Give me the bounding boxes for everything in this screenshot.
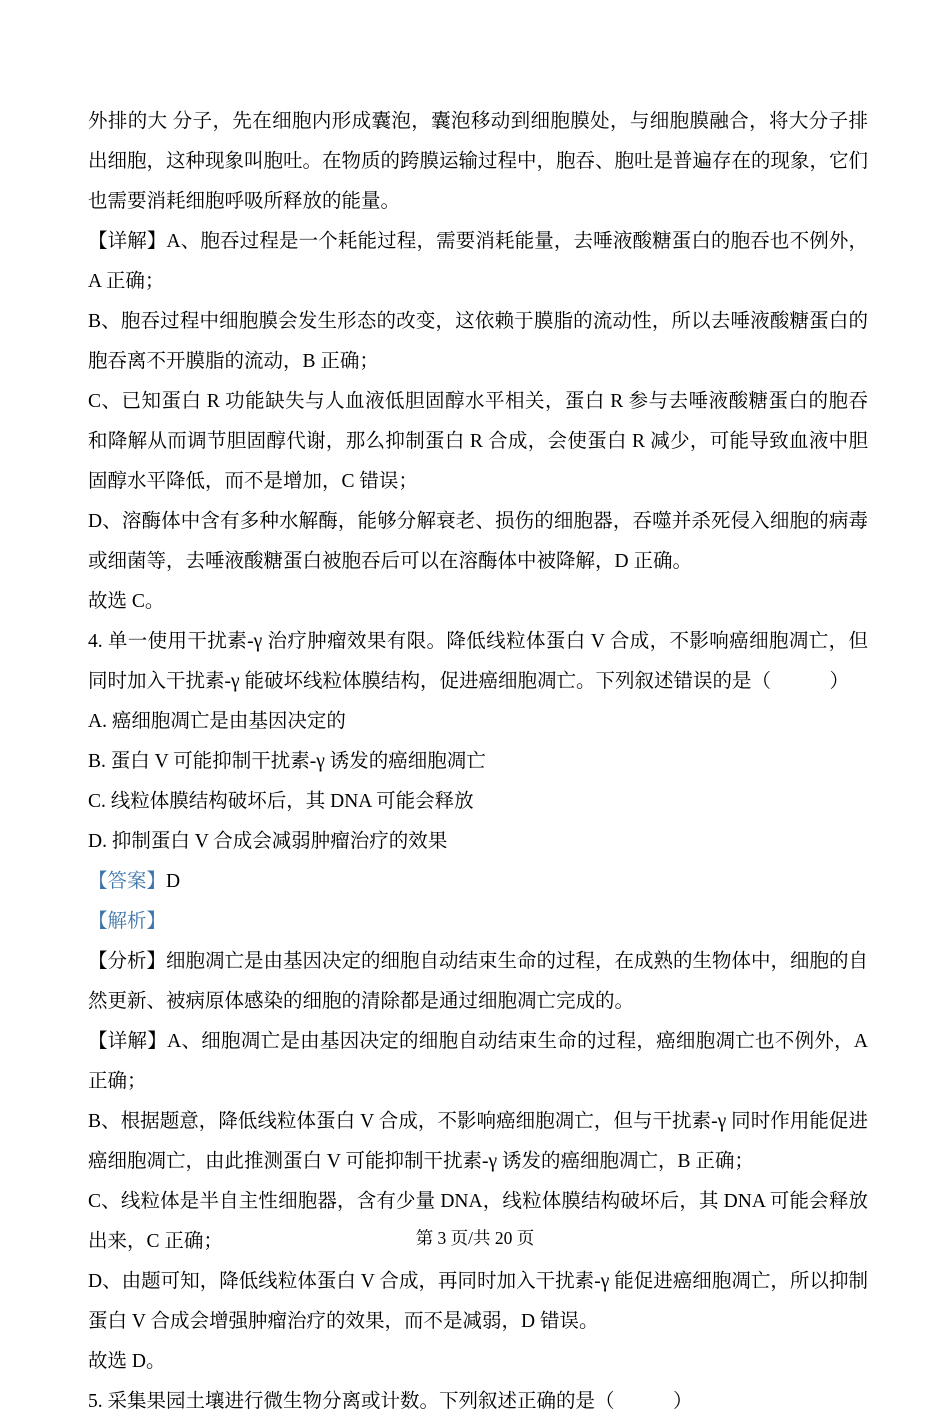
paragraph-text: 4. 单一使用干扰素-γ 治疗肿瘤效果有限。降低线粒体蛋白 V 合成，不影响癌细胞凋亡，但同时加入干扰素-γ 能破坏线粒体膜结构，促进癌细胞凋亡。下列叙述错误的是（ ） (88, 631, 868, 692)
paragraph (88, 1022, 868, 1102)
paragraph-text: C. 线粒体膜结构破坏后，其 DNA 可能会释放 (88, 791, 474, 812)
paragraph-text: 故选 D。 (88, 1351, 166, 1372)
paragraph (88, 702, 868, 742)
paragraph (88, 822, 868, 862)
paragraph (88, 862, 868, 902)
paragraph (88, 942, 868, 1022)
paragraph (88, 1342, 868, 1382)
paragraph (88, 902, 868, 942)
paragraph (88, 382, 868, 502)
paragraph-text: D、由题可知，降低线粒体蛋白 V 合成，再同时加入干扰素-γ 能促进癌细胞凋亡，所以抑制蛋白 V 合成会增强肿瘤治疗的效果，而不是减弱，D 错误。 (88, 1271, 868, 1332)
paragraph (88, 582, 868, 622)
paragraph-text: D、溶酶体中含有多种水解酶，能够分解衰老、损伤的细胞器，吞噬并杀死侵入细胞的病毒或细菌等，去唾液酸糖蛋白被胞吞后可以在溶酶体中被降解，D 正确。 (88, 511, 868, 572)
paragraph-text: 【详解】A、胞吞过程是一个耗能过程，需要消耗能量，去唾液酸糖蛋白的胞吞也不例外，A 正确； (88, 231, 868, 292)
paragraph (88, 1102, 868, 1182)
paragraph (88, 1262, 868, 1342)
paragraph-text: C、已知蛋白 R 功能缺失与人血液低胆固醇水平相关，蛋白 R 参与去唾液酸糖蛋白的胞吞和降解从而调节胆固醇代谢，那么抑制蛋白 R 合成，会使蛋白 R 减少，可能导致血液中胆固醇水平降低，而不是增加，C 错误； (88, 391, 868, 492)
paragraph-text: B. 蛋白 V 可能抑制干扰素-γ 诱发的癌细胞凋亡 (88, 751, 486, 772)
paragraph (88, 502, 868, 582)
paragraph-text: D. 抑制蛋白 V 合成会减弱肿瘤治疗的效果 (88, 831, 448, 852)
answer-label: 【答案】 (88, 871, 167, 892)
paragraph-text: A. 癌细胞凋亡是由基因决定的 (88, 711, 346, 732)
paragraph-text: 外排的大 分子，先在细胞内形成囊泡，囊泡移动到细胞膜处，与细胞膜融合，将大分子排出细胞，这种现象叫胞吐。在物质的跨膜运输过程中，胞吞、胞吐是普遍存在的现象，它们也需要消耗细胞呼吸所释放的能量。 (88, 111, 869, 212)
paragraph (88, 782, 868, 822)
paragraph-text: 【分析】细胞凋亡是由基因决定的细胞自动结束生命的过程，在成熟的生物体中，细胞的自然更新、被病原体感染的细胞的清除都是通过细胞凋亡完成的。 (88, 951, 869, 1012)
paragraph-text: 【详解】A、细胞凋亡是由基因决定的细胞自动结束生命的过程，癌细胞凋亡也不例外，A 正确； (88, 1031, 868, 1092)
page-number-footer (0, 1222, 950, 1254)
paragraph (88, 1382, 868, 1422)
paragraph-text: C、线粒体是半自主性细胞器，含有少量 DNA，线粒体膜结构破坏后，其 DNA 可能会释放出来，C 正确； (88, 1191, 868, 1252)
paragraph-text: D (166, 871, 181, 892)
paragraph (88, 742, 868, 782)
answer-label: 【解析】 (88, 911, 167, 932)
paragraph (88, 222, 868, 302)
paragraph (88, 302, 868, 382)
paragraph-text: 故选 C。 (88, 591, 165, 612)
paragraph (88, 102, 868, 222)
paragraph-text: B、根据题意，降低线粒体蛋白 V 合成，不影响癌细胞凋亡，但与干扰素-γ 同时作用能促进癌细胞凋亡，由此推测蛋白 V 可能抑制干扰素-γ 诱发的癌细胞凋亡，B 正确； (88, 1111, 868, 1172)
paragraph-text: B、胞吞过程中细胞膜会发生形态的改变，这依赖于膜脂的流动性，所以去唾液酸糖蛋白的胞吞离不开膜脂的流动，B 正确； (88, 311, 868, 372)
paragraph-text: 5. 采集果园土壤进行微生物分离或计数。下列叙述正确的是（ ） (88, 1391, 693, 1412)
paragraph (88, 622, 868, 702)
page-number-text: 第 3 页/共 20 页 (415, 1228, 535, 1248)
